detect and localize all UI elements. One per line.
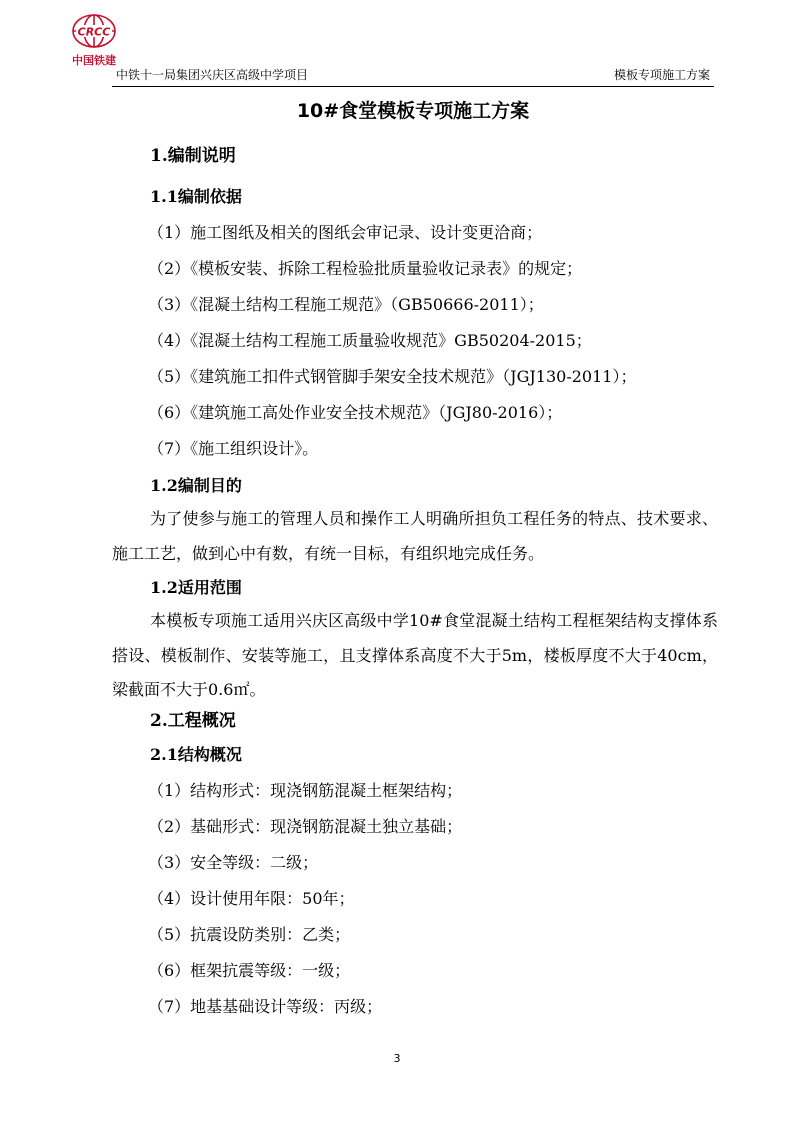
subsection-heading-scope: 1.2适用范围 [150,578,242,597]
header-divider [112,86,714,87]
logo-text: 中国铁建 [72,54,116,67]
basis-item: （2）《模板安装、拆除工程检验批质量验收记录表》的规定； [148,259,583,278]
company-logo [62,12,126,67]
subsection-heading-2-1: 2.1结构概况 [150,745,242,764]
crcc-logo-icon [70,12,118,50]
basis-item: （5）《建筑施工扣件式钢管脚手架安全技术规范》（JGJ130-2011）； [148,367,637,386]
basis-item: （4）《混凝土结构工程施工质量验收规范》GB50204-2015； [148,331,592,350]
subsection-heading-1-2: 1.2编制目的 [150,476,242,495]
basis-item: （3）《混凝土结构工程施工规范》（GB50666-2011）； [148,295,544,314]
structure-item: （5）抗震设防类别：乙类； [148,925,351,944]
basis-item: （7）《施工组织设计》。 [148,439,319,458]
basis-item: （6）《建筑施工高处作业安全技术规范》（JGJ80-2016）； [148,403,563,422]
structure-item: （6）框架抗震等级：一级； [148,961,351,980]
section-heading-2: 2.工程概况 [150,711,236,731]
structure-item: （7）地基基础设计等级：丙级； [148,997,383,1016]
subsection-heading-1-1: 1.1编制依据 [150,187,242,206]
section-heading-1: 1.编制说明 [150,146,236,166]
logo-mark-text: CRCC [77,25,111,39]
structure-item: （1）结构形式：现浇钢筋混凝土框架结构； [148,781,463,800]
basis-item: （1）施工图纸及相关的图纸会审记录、设计变更洽商； [148,223,543,242]
document-title: 10#食堂模板专项施工方案 [296,100,530,122]
page-number: 3 [393,1052,401,1065]
structure-item: （4）设计使用年限：50年； [148,889,355,908]
header-document-name: 模板专项施工方案 [613,68,710,82]
scope-paragraph: 本模板专项施工适用兴庆区高级中学10#食堂混凝土结构工程框架结构支撑体系搭设、模板制作、安装等施工，且支撑体系高度不大于5m，楼板厚度不大于40cm，梁截面不大于0.6㎡。 [112,611,718,699]
header-project-name: 中铁十一局集团兴庆区高级中学项目 [116,68,309,82]
structure-item: （3）安全等级：二级； [148,853,319,872]
structure-item: （2）基础形式：现浇钢筋混凝土独立基础； [148,817,463,836]
purpose-paragraph: 为了使参与施工的管理人员和操作工人明确所担负工程任务的特点、技术要求、施工工艺，做到心中有数，有统一目标，有组织地完成任务。 [112,509,718,563]
